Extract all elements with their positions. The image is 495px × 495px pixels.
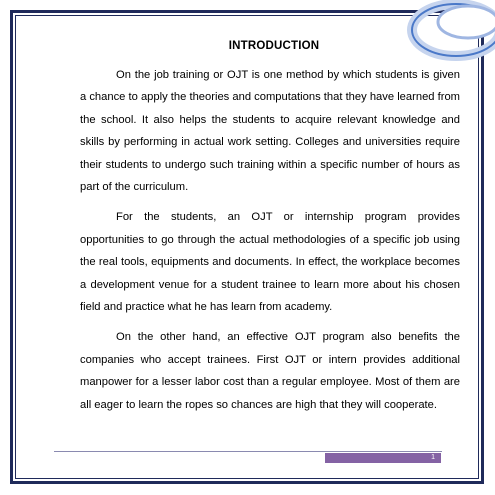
- page-number: 1: [431, 454, 435, 461]
- page-number-bar: [325, 453, 441, 463]
- paragraph-1: On the job training or OJT is one method by which students is given a chance to apply the theories and computations that they have learned from the school. It also helps the students to acquire relevant knowledge and skills by performing in actual work setting. Colleges and universities require their students to undergo such training within a specific number of hours as part of the curriculum.: [80, 69, 460, 194]
- paragraph-3: On the other hand, an effective OJT program also benefits the companies who accept trainees. First OJT or intern provides additional manpower for a lesser labor cost than a regular employee. Most of them are all eager to learn the ropes so chances are high that they will cooperate.: [80, 331, 460, 411]
- document-title: INTRODUCTION: [228, 40, 320, 52]
- document-body: [80, 40, 460, 424]
- footer-divider: [54, 451, 442, 452]
- paragraph-2: For the students, an OJT or internship program provides opportunities to go through the actual methodologies of a specific job using the real tools, equipments and documents. In effect, the workplace becomes a development venue for a student trainee to learn more about his chosen field and practice what he has learn from academy.: [80, 211, 460, 314]
